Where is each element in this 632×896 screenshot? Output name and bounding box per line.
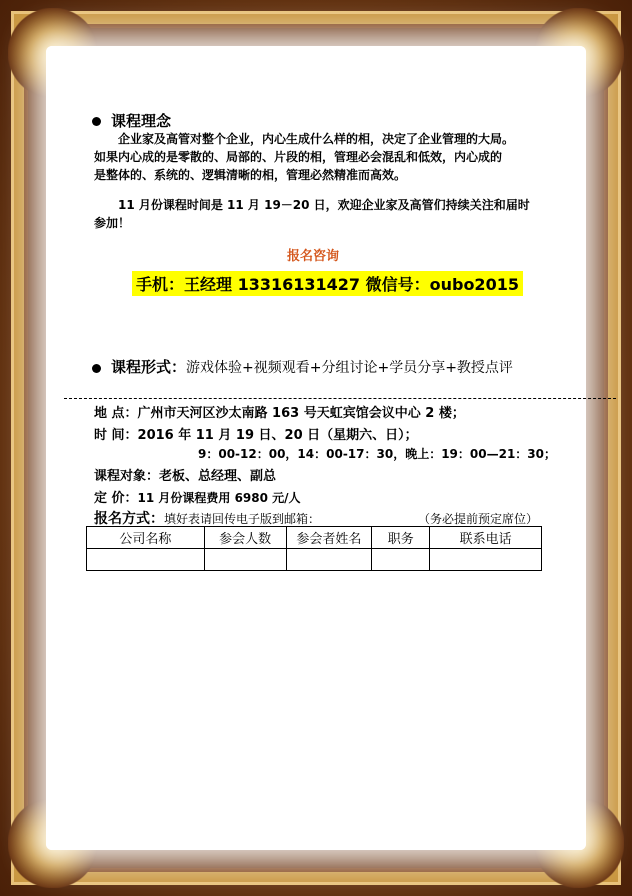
philosophy-heading: 课程理念 [111,112,172,130]
column-header-company: 公司名称 [87,527,205,549]
position-cell[interactable] [372,549,430,571]
philosophy-line-3: 是整体的、系统的、逻辑清晰的相，管理必然精准而高效。 [94,168,407,182]
format-content: 游戏体验+视频观看+分组讨论+学员分享+教授点评 [186,360,513,376]
registration-note: （务必提前预定席位） [418,512,539,526]
bullet-icon [92,117,101,126]
attendee-count-cell[interactable] [204,549,286,571]
contact-info: 手机：王经理 13316131427 微信号：oubo2015 [132,271,523,296]
philosophy-line-1: 企业家及高管对整个企业，内心生成什么样的相，决定了企业管理的大局。 [118,132,515,146]
format-row [92,356,513,377]
dashed-divider [64,398,616,399]
registration-instruction: 填好表请回传电子版到邮箱： [164,512,321,526]
phone-cell[interactable] [430,549,542,571]
attendee-name-cell[interactable] [286,549,372,571]
schedule-line-2: 参加！ [94,216,131,230]
column-header-attendee-name: 参会者姓名 [286,527,372,549]
column-header-phone: 联系电话 [430,527,542,549]
column-header-attendee-count: 参会人数 [204,527,286,549]
company-cell[interactable] [87,549,205,571]
price-label: 定 价： [94,491,138,506]
bullet-icon [92,364,101,373]
format-heading: 课程形式： [111,358,187,376]
time-row [94,424,418,443]
audience-value: 老板、总经理、副总 [159,469,277,484]
time-value: 2016 年 11 月 19 日、20 日（星期六、日）； [137,428,418,443]
price-row [94,487,301,506]
audience-row [94,465,276,484]
location-row [94,402,465,421]
audience-label: 课程对象： [94,469,160,484]
consult-title: 报名咨询 [287,249,340,264]
registration-label: 报名方式： [94,511,164,527]
philosophy-line-2: 如果内心成的是零散的、局部的、片段的相，管理必会混乱和低效，内心成的 [94,150,503,164]
location-value: 广州市天河区沙太南路 163 号天虹宾馆会议中心 2 楼； [137,406,465,421]
table-row [87,549,542,571]
philosophy-heading-row [92,110,171,131]
registration-row [94,508,320,528]
time-label: 时 间： [94,428,138,443]
price-value: 11 月份课程费用 6980 元/人 [137,491,301,505]
location-label: 地 点： [94,406,138,421]
schedule-line-1: 11 月份课程时间是 11 月 19－20 日，欢迎企业家及高管们持续关注和届时 [118,198,530,212]
column-header-position: 职务 [372,527,430,549]
time-hours: 9：00-12：00，14：00-17：30，晚上：19：00—21：30； [198,447,557,461]
registration-table [86,526,542,571]
table-header-row [87,527,542,549]
